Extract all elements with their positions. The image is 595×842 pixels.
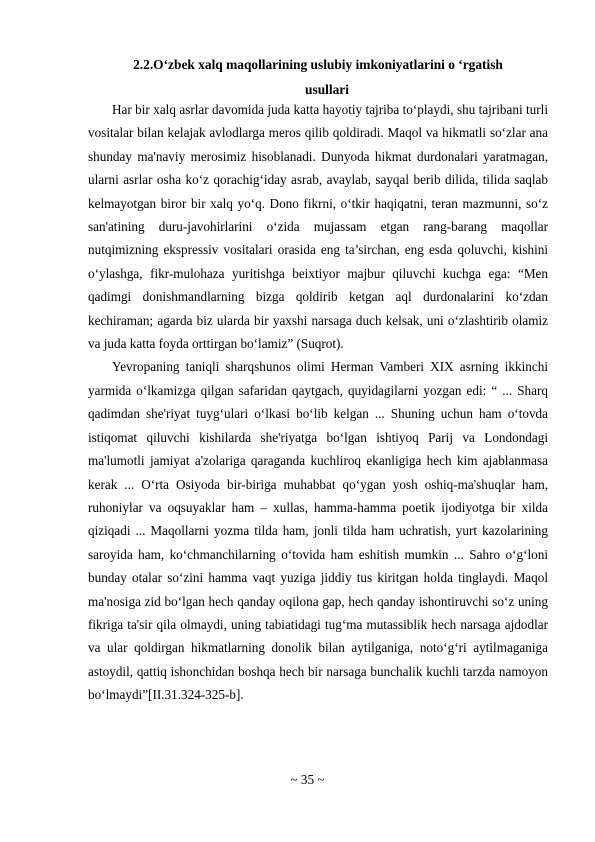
section-title-line-2: usullari: [305, 82, 349, 97]
paragraph-1: Har bir xalq asrlar davomida juda katta hayotiy tajriba to‘playdi, shu tajribani turli vositalar bilan kelajak avlodlarga meros qilib qoldiradi. Maqol va hikmatli so‘zlar ana shunday ma'naviy merosimiz hisoblanadi. Dunyoda hikmat durdonalari yaratmagan, ularni asrlar osha ko‘z qorachig‘iday asrab, avaylab, sayqal berib dilida, tilida saqlab kelmayotgan biror bir xalq yo‘q. Dono fikrni, o‘tkir haqiqatni, teran mazmunni, so‘z san'atining duru-javohirlarini o‘zida mujassam etgan rang-barang maqollar nutqimizning ekspressiv vositalari orasida eng ta’sirchan, eng esda qoluvchi, kishini o‘ylashga, fikr-mulohaza yuritishga beixtiyor majbur qiluvchi kuchga ega: “Men qadimgi donishmandlarning bizga qoldirib ketgan aql durdonalarini ko‘zdan kechiraman; agarda biz ularda bir yaxshi narsaga duch kelsak, uni o‘zlashtirib olamiz va juda katta foyda orttirgan bo‘lamiz” (Suqrot).: [88, 102, 548, 352]
section-title-line-1: 2.2.O‘zbek xalq maqollarining uslubiy imkoniyatlarini o ‘rgatish: [133, 57, 503, 72]
body-text: [88, 98, 548, 707]
paragraph-2: Yevropaning taniqli sharqshunos olimi Herman Vamberi XIX asrning ikkinchi yarmida o‘lkamizga qilgan safaridan qaytgach, quyidagilarni yozgan edi: “ ... Sharq qadimdan she'riyat tuyg‘ulari o‘lkasi bo‘lib kelgan ... Shuning uchun ham o‘tovda istiqomat qiluvchi kishilarda she'riyatga bo‘lgan ishtiyoq Parij va Londondagi ma'lumotli jamiyat a'zolariga qaraganda kuchliroq ekanligiga hech kim ajablanmasa kerak ... O‘rta Osiyoda bir-biriga muhabbat qo‘ygan yosh oshiq-ma'shuqlar ham, ruhoniylar va oqsuyaklar ham – xullas, hamma-hamma poetik ijodiyotga bir xilda qiziqadi ... Maqollarni yozma tilda ham, jonli tilda ham uchratish, yurt kazolarining saroyida ham, ko‘chmanchilarning o‘tovida ham eshitish mumkin ... Sahro o‘g‘loni bunday otalar so‘zini hamma vaqt yuziga jiddiy tus kiritgan holda tinglaydi. Maqol ma'nosiga zid bo‘lgan hech qanday oqilona gap, hech qanday ishontiruvchi so‘z uning fikriga ta'sir qila olmaydi, uning tabiatidagi tug‘ma mutassiblik hech narsaga ajdodlar va ular qoldirgan hikmatlarning donolik bilan aytilganiga, noto‘g‘ri aytilmaganiga astoydil, qattiq ishonchidan boshqa hech bir narsaga bunchalik kuchli tarzda namoyon bo‘lmaydi”[II.31.324-325-b].: [88, 359, 548, 703]
section-title: [88, 52, 548, 102]
page-number: ~ 35 ~: [290, 772, 325, 787]
